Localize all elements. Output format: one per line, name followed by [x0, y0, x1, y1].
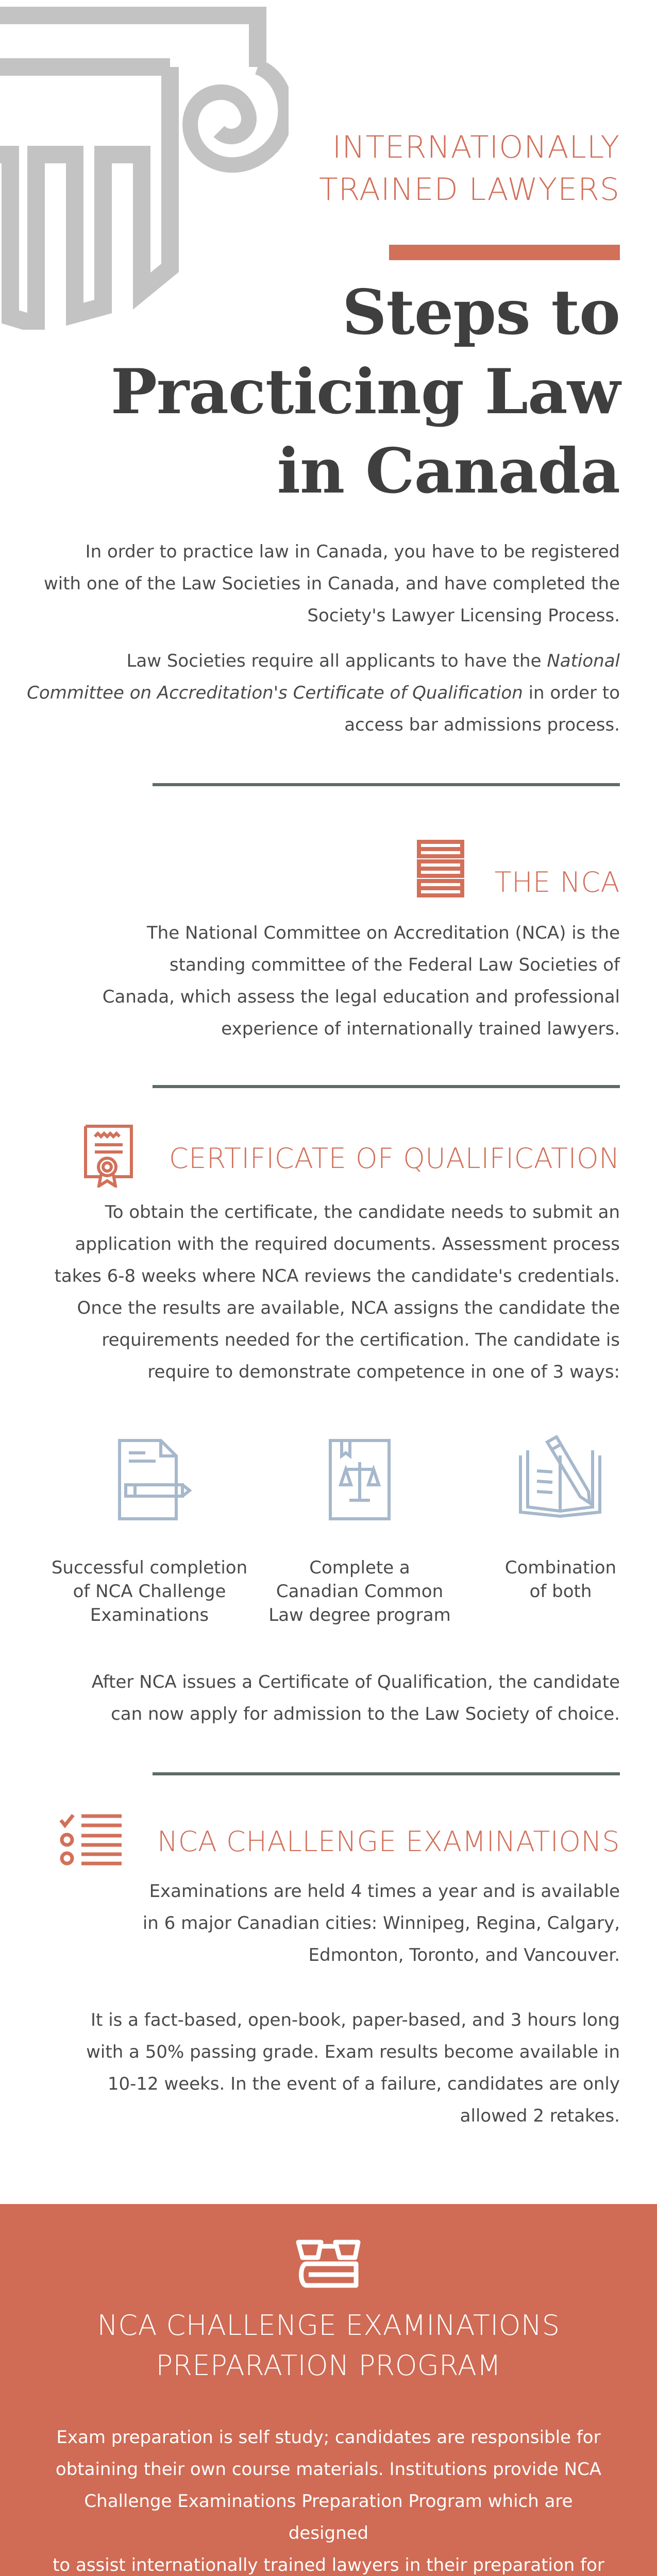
text-line: Society's Lawyer Licensing Process. [307, 605, 620, 626]
text-emphasis: National [547, 651, 620, 671]
text-line: Once the results are available, NCA assigns the candidate the [77, 1298, 620, 1318]
intro-paragraph-2 [27, 645, 620, 741]
text-line: Examinations are held 4 times a year and is available [149, 1881, 620, 1902]
certificate-after-paragraph [92, 1666, 620, 1730]
eyebrow-line: INTERNATIONALLY [332, 129, 620, 165]
text-line: It is a fact-based, open-book, paper-based, and 3 hours long [91, 2010, 620, 2030]
text-line: require to demonstrate competence in one of 3 ways: [147, 1362, 620, 1382]
certificate-icon [81, 1123, 136, 1188]
text-line: Canadian Common [276, 1581, 444, 1602]
text-line: Successful completion [51, 1557, 248, 1578]
text-line: of both [529, 1581, 592, 1602]
text-line: requirements needed for the certification. The candidate is [102, 1330, 620, 1350]
stacked-books-icon [415, 839, 466, 898]
eyebrow-line: TRAINED LAWYERS [319, 172, 620, 208]
title-line: Practicing Law [110, 355, 620, 428]
text-line: Edmonton, Toronto, and Vancouver. [308, 1945, 620, 1965]
text-line: 10-12 weeks. In the event of a failure, candidates are only [107, 2074, 620, 2094]
text-emphasis: Committee on Accreditation's Certificate of Qualification [27, 683, 523, 703]
text-line: The National Committee on Accreditation (NCA) is the [146, 923, 620, 943]
text-line [27, 677, 620, 709]
text-line: allowed 2 retakes. [460, 2106, 620, 2126]
text-line: Canada, which assess the legal education and professional [102, 987, 620, 1007]
text-line: of NCA Challenge [73, 1581, 226, 1602]
exams-paragraph-2 [86, 2004, 620, 2132]
text-line: Exam preparation is self study; candidates are responsible for [56, 2427, 601, 2448]
title-rule [389, 245, 620, 260]
text-line: standing committee of the Federal Law Societies of [169, 955, 620, 975]
intro-paragraph-1 [44, 536, 620, 632]
exams-paragraph-1 [143, 1875, 620, 1971]
way-label-2 [257, 1556, 463, 1627]
text-line: experience of internationally trained lawyers. [221, 1019, 620, 1039]
document-pen-icon [114, 1437, 192, 1522]
text-line [27, 645, 620, 677]
title-line: Steps to [342, 276, 620, 349]
certificate-paragraph [55, 1196, 620, 1388]
text-line: can now apply for admission to the Law Society of choice. [111, 1704, 620, 1724]
prep-program-paragraph [46, 2421, 611, 2576]
law-book-scales-icon [326, 1437, 393, 1522]
page-title [105, 273, 620, 511]
text-line: Law degree program [268, 1605, 451, 1625]
title-line: NCA CHALLENGE EXAMINATIONS [97, 2309, 560, 2342]
text-span: Law Societies require all applicants to have the [126, 651, 547, 671]
text-line: access bar admissions process. [344, 715, 620, 735]
eyebrow-title [156, 126, 620, 211]
text-line: with a 50% passing grade. Exam results become available in [86, 2042, 620, 2062]
section-divider [153, 783, 620, 786]
prep-program-title [0, 2306, 657, 2386]
section-title-certificate: CERTIFICATE OF QUALIFICATION [169, 1142, 620, 1175]
text-line: Challenge Examinations Preparation Program which are designed [84, 2491, 573, 2544]
text-line: Complete a [309, 1557, 410, 1578]
title-line: in Canada [277, 435, 620, 507]
title-line: PREPARATION PROGRAM [156, 2349, 501, 2382]
text-line: in 6 major Canadian cities: Winnipeg, Regina, Calgary, [142, 1913, 620, 1934]
text-line: with one of the Law Societies in Canada, and have completed the [43, 573, 620, 594]
text-line: application with the required documents. Assessment process [75, 1234, 620, 1255]
text-line: In order to practice law in Canada, you have to be registered [85, 541, 620, 562]
section-divider [153, 1772, 620, 1775]
way-label-1 [46, 1556, 252, 1627]
checklist-icon [58, 1811, 125, 1868]
text-span: in order to [523, 683, 620, 703]
text-line: obtaining their own course materials. Institutions provide NCA [55, 2459, 602, 2480]
section-divider [153, 1085, 620, 1088]
text-line: to assist internationally trained lawyers in their preparation for [53, 2555, 604, 2575]
text-line: takes 6-8 weeks where NCA reviews the candidate's credentials. [54, 1266, 620, 1286]
way-label-3 [458, 1556, 657, 1603]
text-line: To obtain the certificate, the candidate needs to submit an [105, 1202, 620, 1223]
text-line: Combination [504, 1557, 617, 1578]
open-book-pencil-icon [516, 1435, 604, 1520]
nca-paragraph [103, 917, 620, 1045]
section-title-exams: NCA CHALLENGE EXAMINATIONS [157, 1825, 620, 1858]
text-line: After NCA issues a Certificate of Qualification, the candidate [91, 1672, 620, 1692]
text-line: Examinations [90, 1605, 209, 1625]
glasses-book-icon [295, 2237, 361, 2289]
section-title-nca: THE NCA [494, 866, 620, 899]
